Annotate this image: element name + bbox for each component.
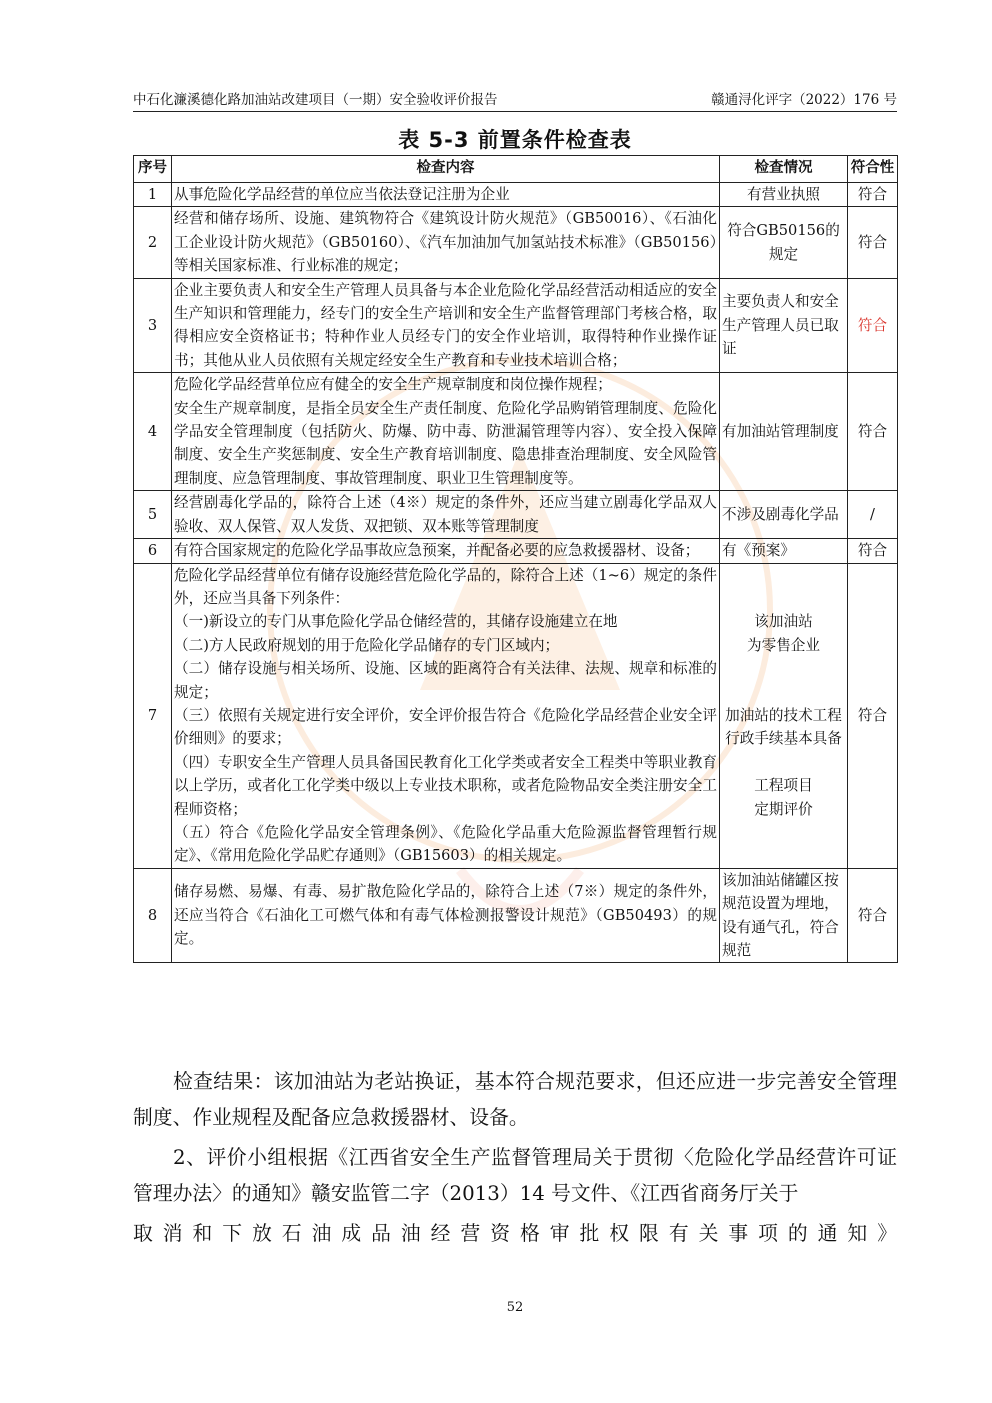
row-content: 企业主要负责人和安全生产管理人员具备与本企业危险化学品经营活动相适应的安全生产知识和管理能力，经专门的安全生产培训和安全生产监督管理部门考核合格，取得相应安全资格证书；特种作业人员经专门的安全作业培训，取得特种作业操作证书；其他从业人员依照有关规定经安全生产教育和专业技术培训合格； <box>172 278 720 373</box>
row-number: 7 <box>134 563 172 868</box>
header-divider <box>133 111 897 112</box>
table-row <box>134 207 898 278</box>
table-row <box>134 491 898 539</box>
row-content: 从事危险化学品经营的单位应当依法登记注册为企业 <box>172 183 720 207</box>
check-result-paragraph: 检查结果：该加油站为老站换证，基本符合规范要求，但还应进一步完善安全管理制度、作业规程及配备应急救援器材、设备。 <box>133 1070 897 1129</box>
page-number: 52 <box>506 1300 524 1315</box>
table-row <box>134 373 898 491</box>
evaluation-basis-continuation: 取消和下放石油成品油经营资格审批权限有关事项的通知》 <box>133 1222 897 1245</box>
row-result: 符合 <box>848 278 898 373</box>
row-number: 1 <box>134 183 172 207</box>
row-content: 经营和储存场所、设施、建筑物符合《建筑设计防火规范》（GB50016）、《石油化工企业设计防火规范》（GB50160）、《汽车加油加气加氢站技术标准》（GB50156）等相关国家标准、行业标准的规定； <box>172 207 720 278</box>
row-result: 符合 <box>848 207 898 278</box>
table-row <box>134 563 898 868</box>
table-row <box>134 183 898 207</box>
header-report-title: 中石化濂溪德化路加油站改建项目（一期）安全验收评价报告 <box>133 92 498 108</box>
row-status: 主要负责人和安全生产管理人员已取证 <box>720 278 848 373</box>
precondition-check-table <box>133 155 898 963</box>
row-status: 不涉及剧毒化学品 <box>720 491 848 539</box>
row-number: 6 <box>134 539 172 563</box>
row-result: 符合 <box>848 183 898 207</box>
row-result: / <box>848 491 898 539</box>
col-header-status: 检查情况 <box>720 156 848 183</box>
row-content: 危险化学品经营单位应有健全的安全生产规章制度和岗位操作规程； 安全生产规章制度，是指全员安全生产责任制度、危险化学品购销管理制度、危险化学品安全管理制度（包括防火、防爆、防中毒、防泄漏管理等内容）、安全投入保障制度、安全生产奖惩制度、安全生产教育培训制度、隐患排查治理制度、安全风险管理制度、应急管理制度、事故管理制度、职业卫生管理制度等。 <box>172 373 720 491</box>
col-header-content: 检查内容 <box>172 156 720 183</box>
row-result: 符合 <box>848 868 898 963</box>
row-result: 符合 <box>848 373 898 491</box>
row-number: 2 <box>134 207 172 278</box>
row-content: 危险化学品经营单位有储存设施经营危险化学品的，除符合上述（1~6）规定的条件外，还应当具备下列条件： （一)新设立的专门从事危险化学品仓储经营的，其储存设施建立在地 （二)方人民政府规划的用于危险化学品储存的专门区域内； （二）储存设施与相关场所、设施、区域的距离符合有关法律、法规、规章和标准的规定； （三）依照有关规定进行安全评价，安全评价报告符合《危险化学品经营企业安全评价细则》的要求； （四）专职安全生产管理人员具备国民教育化工化学类或者安全工程类中等职业教育以上学历，或者化工化学类中级以上专业技术职称，或者危险物品安全类注册安全工程师资格； （五）符合《危险化学品安全管理条例》、《危险化学品重大危险源监督管理暂行规定》、《常用危险化学品贮存通则》（GB15603）的相关规定。 <box>172 563 720 868</box>
row-status: 符合GB50156的规定 <box>720 207 848 278</box>
table-row <box>134 868 898 963</box>
row-status: 该加油站 为零售企业 加油站的技术工程行政手续基本具备 工程项目 定期评价 <box>720 563 848 868</box>
row-status: 有加油站管理制度 <box>720 373 848 491</box>
row-number: 4 <box>134 373 172 491</box>
row-status: 有《预案》 <box>720 539 848 563</box>
row-result: 符合 <box>848 563 898 868</box>
row-number: 3 <box>134 278 172 373</box>
row-status: 有营业执照 <box>720 183 848 207</box>
evaluation-basis-paragraph: 2、评价小组根据《江西省安全生产监督管理局关于贯彻〈危险化学品经营许可证管理办法〉的通知》赣安监管二字（2013）14 号文件、《江西省商务厅关于 <box>133 1146 897 1205</box>
row-content: 有符合国家规定的危险化学品事故应急预案，并配备必要的应急救援器材、设备； <box>172 539 720 563</box>
table-title: 表 5-3 前置条件检查表 <box>398 128 632 152</box>
col-header-number: 序号 <box>134 156 172 183</box>
row-content: 储存易燃、易爆、有毒、易扩散危险化学品的，除符合上述（7※）规定的条件外，还应当符合《石油化工可燃气体和有毒气体检测报警设计规范》（GB50493）的规定。 <box>172 868 720 963</box>
header-report-number: 赣通浔化评字（2022）176 号 <box>711 92 897 108</box>
row-result: 符合 <box>848 539 898 563</box>
row-number: 8 <box>134 868 172 963</box>
col-header-compliance: 符合性 <box>848 156 898 183</box>
page-header <box>133 86 897 110</box>
row-number: 5 <box>134 491 172 539</box>
row-content: 经营剧毒化学品的，除符合上述（4※）规定的条件外，还应当建立剧毒化学品双人验收、双人保管、双人发货、双把锁、双本账等管理制度 <box>172 491 720 539</box>
table-header-row <box>134 156 898 183</box>
row-status: 该加油站储罐区按规范设置为埋地，设有通气孔，符合规范 <box>720 868 848 963</box>
table-row <box>134 539 898 563</box>
table-row <box>134 278 898 373</box>
